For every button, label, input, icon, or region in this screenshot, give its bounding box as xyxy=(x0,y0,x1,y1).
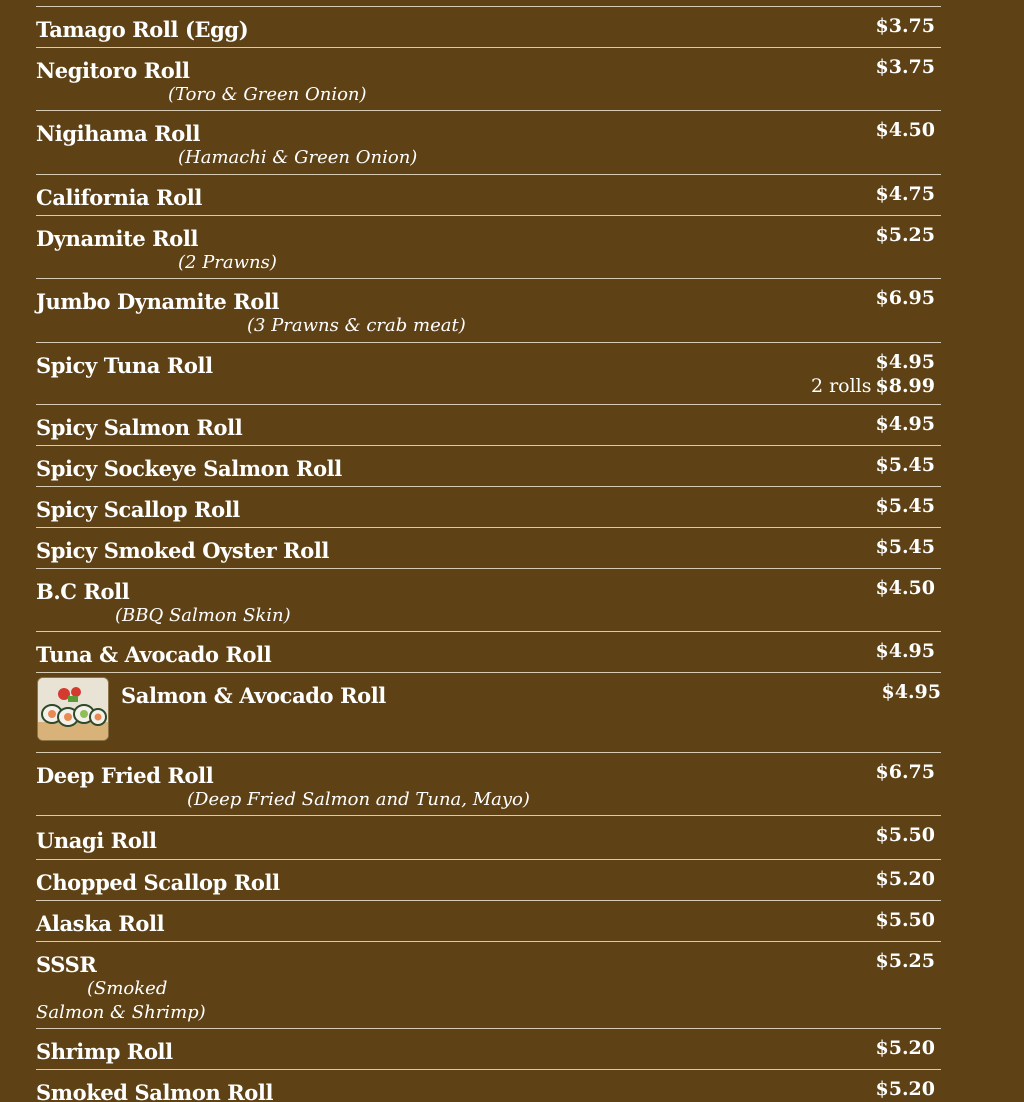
item-name: Tuna & Avocado Roll xyxy=(36,642,272,667)
menu-item-salmon-avocado-roll xyxy=(36,673,941,753)
item-name: Spicy Scallop Roll xyxy=(36,497,240,522)
item-description: (2 Prawns) xyxy=(178,252,277,273)
item-name: Chopped Scallop Roll xyxy=(36,870,280,895)
item-name: SSSR xyxy=(36,952,97,977)
item-price: $4.95 xyxy=(875,413,935,435)
item-name: Deep Fried Roll xyxy=(36,763,214,788)
item-name: California Roll xyxy=(36,185,202,210)
item-price: $4.50 xyxy=(875,577,935,599)
item-description-line1: (Smoked xyxy=(87,978,168,999)
menu-item-deep-fried-roll xyxy=(36,753,941,816)
menu-item-spicy-sockeye-salmon-roll xyxy=(36,446,941,487)
item-description-line2: Salmon & Shrimp) xyxy=(36,1002,206,1023)
item-price: $4.95 xyxy=(875,351,935,373)
menu-item-tuna-avocado-roll xyxy=(36,632,941,673)
item-price: $5.20 xyxy=(875,868,935,890)
item-price: $5.50 xyxy=(875,909,935,931)
item-price: $5.25 xyxy=(875,950,935,972)
item-price: $6.95 xyxy=(875,287,935,309)
item-name: Unagi Roll xyxy=(36,828,157,853)
roll-quantity-label: 2 rolls xyxy=(810,375,872,397)
sushi-photo-icon[interactable] xyxy=(38,678,108,740)
menu-item-bc-roll xyxy=(36,569,941,632)
item-price: $5.25 xyxy=(875,224,935,246)
item-price: $5.45 xyxy=(875,536,935,558)
menu-item-chopped-scallop-roll xyxy=(36,860,941,901)
item-name: Jumbo Dynamite Roll xyxy=(36,289,280,314)
menu-list xyxy=(36,6,941,1102)
item-description: (BBQ Salmon Skin) xyxy=(115,605,291,626)
menu-item-alaska-roll xyxy=(36,901,941,942)
menu-item-dynamite-roll xyxy=(36,216,941,279)
item-price: $3.75 xyxy=(875,56,935,78)
item-price: $5.20 xyxy=(875,1078,935,1100)
item-price: $6.75 xyxy=(875,761,935,783)
item-description: (Hamachi & Green Onion) xyxy=(178,147,418,168)
menu-item-spicy-tuna-roll xyxy=(36,343,941,405)
item-name: Spicy Tuna Roll xyxy=(36,353,213,378)
roll-quantity-price: $8.99 xyxy=(875,375,935,397)
item-name: Negitoro Roll xyxy=(36,58,190,83)
item-name: Salmon & Avocado Roll xyxy=(121,683,386,708)
item-description: (Deep Fried Salmon and Tuna, Mayo) xyxy=(187,789,530,810)
item-name: Tamago Roll (Egg) xyxy=(36,17,249,42)
menu-item-negitoro-roll xyxy=(36,48,941,111)
item-description: (3 Prawns & crab meat) xyxy=(247,315,466,336)
item-name: Shrimp Roll xyxy=(36,1039,173,1064)
item-name: Nigihama Roll xyxy=(36,121,201,146)
menu-item-california-roll xyxy=(36,175,941,216)
menu-item-jumbo-dynamite-roll xyxy=(36,279,941,343)
item-price: $5.45 xyxy=(875,495,935,517)
menu-item-spicy-scallop-roll xyxy=(36,487,941,528)
item-name: Smoked Salmon Roll xyxy=(36,1080,274,1102)
item-name: B.C Roll xyxy=(36,579,130,604)
menu-item-unagi-roll xyxy=(36,816,941,860)
item-price: $5.20 xyxy=(875,1037,935,1059)
menu-item-spicy-smoked-oyster-roll xyxy=(36,528,941,569)
item-price: $4.75 xyxy=(875,183,935,205)
menu-item-smoked-salmon-roll xyxy=(36,1070,941,1102)
item-price: $4.95 xyxy=(875,640,935,662)
menu-item-tamago-roll xyxy=(36,7,941,48)
item-price: $3.75 xyxy=(875,15,935,37)
item-name: Spicy Smoked Oyster Roll xyxy=(36,538,329,563)
item-name: Spicy Sockeye Salmon Roll xyxy=(36,456,342,481)
item-price: $5.45 xyxy=(875,454,935,476)
item-name: Alaska Roll xyxy=(36,911,165,936)
menu-item-sssr xyxy=(36,942,941,1029)
item-price: $4.50 xyxy=(875,119,935,141)
item-price: $4.95 xyxy=(881,681,941,703)
item-description: (Toro & Green Onion) xyxy=(168,84,367,105)
multi-roll-price xyxy=(811,375,935,397)
item-name: Spicy Salmon Roll xyxy=(36,415,243,440)
menu-item-spicy-salmon-roll xyxy=(36,405,941,446)
item-name: Dynamite Roll xyxy=(36,226,199,251)
menu-item-nigihama-roll xyxy=(36,111,941,175)
item-price: $5.50 xyxy=(875,824,935,846)
menu-item-shrimp-roll xyxy=(36,1029,941,1070)
